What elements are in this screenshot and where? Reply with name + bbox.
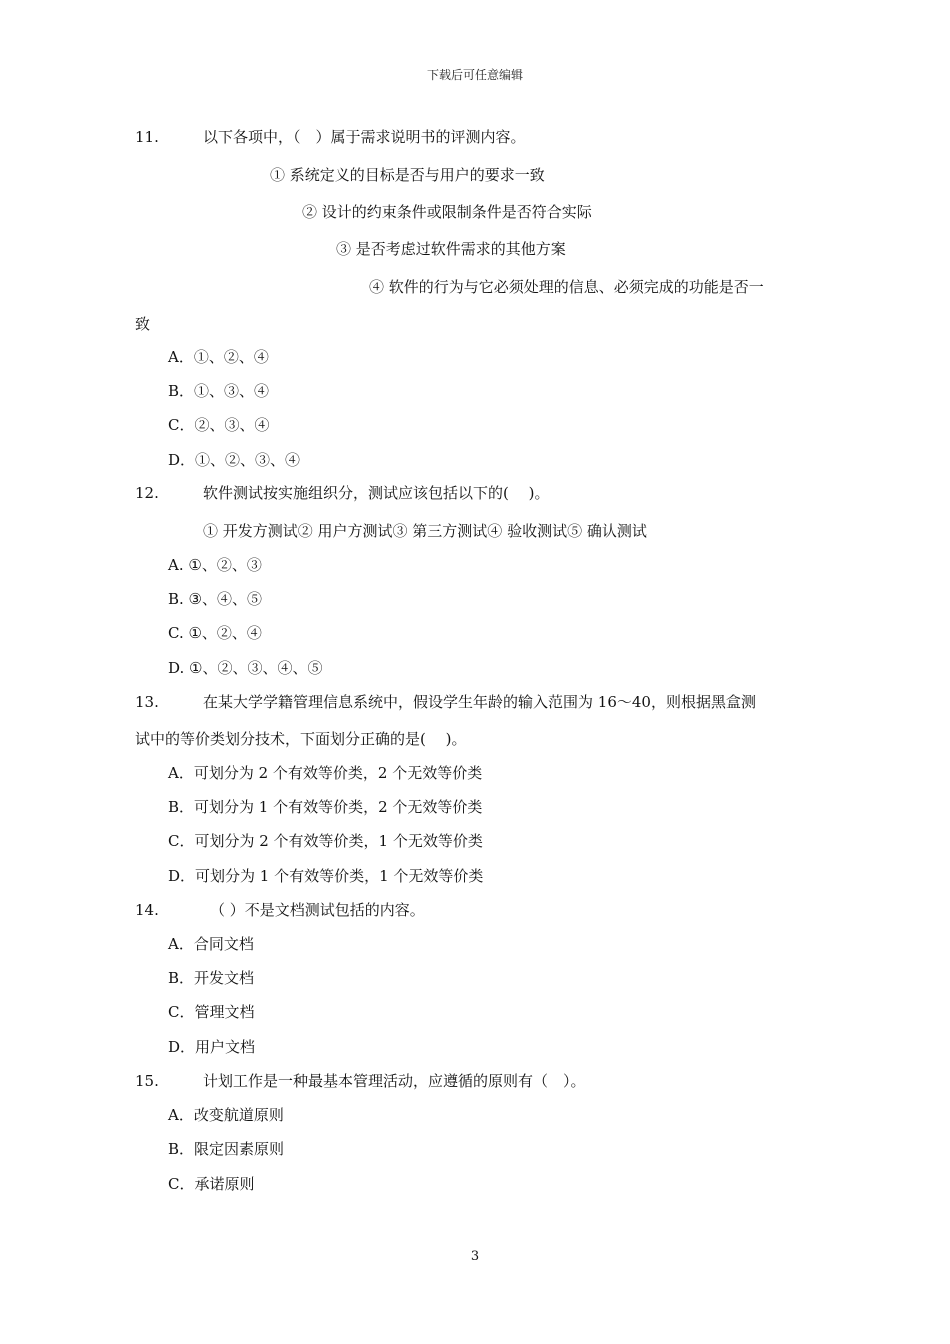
question-stem: 以下各项中，（ ）属于需求说明书的评测内容。 xyxy=(203,128,526,146)
question-number: 14. xyxy=(135,901,159,919)
question-number: 13. xyxy=(135,693,159,711)
question-number: 15. xyxy=(135,1072,159,1090)
question-stem: 软件测试按实施组织分，测试应该包括以下的( )。 xyxy=(203,484,550,502)
option-d: D. ①、②、③、④、⑤ xyxy=(168,659,323,677)
option-b: B．①、③、④ xyxy=(168,382,270,400)
option-b: B．开发文档 xyxy=(168,969,255,987)
question-number: 11. xyxy=(135,128,159,146)
option-d: D．可划分为 1 个有效等价类，1 个无效等价类 xyxy=(168,867,484,885)
question-item-wrap: 致 xyxy=(135,315,151,333)
option-a: A．合同文档 xyxy=(168,935,254,953)
option-a: A. ①、②、③ xyxy=(168,556,262,574)
option-c: C. ①、②、④ xyxy=(168,624,262,642)
option-c: C．管理文档 xyxy=(168,1003,255,1021)
question-stem: 在某大学学籍管理信息系统中，假设学生年龄的输入范围为 16～40，则根据黑盒测 xyxy=(203,693,756,711)
question-item: ① 开发方测试② 用户方测试③ 第三方测试④ 验收测试⑤ 确认测试 xyxy=(203,522,647,540)
option-c: C．可划分为 2 个有效等价类，1 个无效等价类 xyxy=(168,832,483,850)
option-d: D．用户文档 xyxy=(168,1038,256,1056)
option-b: B．限定因素原则 xyxy=(168,1140,285,1158)
option-a: A．可划分为 2 个有效等价类，2 个无效等价类 xyxy=(168,764,483,782)
option-b: B．可划分为 1 个有效等价类，2 个无效等价类 xyxy=(168,798,483,816)
option-a: A．改变航道原则 xyxy=(168,1106,284,1124)
question-item: ③ 是否考虑过软件需求的其他方案 xyxy=(336,240,566,258)
question-item: ② 设计的约束条件或限制条件是否符合实际 xyxy=(302,203,592,221)
question-item: ① 系统定义的目标是否与用户的要求一致 xyxy=(270,166,545,184)
question-stem: 计划工作是一种最基本管理活动，应遵循的原则有（ ）。 xyxy=(203,1072,586,1090)
page-header: 下载后可任意编辑 xyxy=(426,68,523,82)
question-number: 12. xyxy=(135,484,159,502)
option-b: B. ③、④、⑤ xyxy=(168,590,263,608)
question-stem: （ ）不是文档测试包括的内容。 xyxy=(210,901,425,919)
page-number: 3 xyxy=(470,1249,480,1264)
option-a: A．①、②、④ xyxy=(168,348,269,366)
option-c: C．②、③、④ xyxy=(168,416,270,434)
question-item: ④ 软件的行为与它必须处理的信息、必须完成的功能是否一 xyxy=(369,278,764,296)
option-d: D．①、②、③、④ xyxy=(168,451,301,469)
question-stem-wrap: 试中的等价类划分技术，下面划分正确的是( )。 xyxy=(135,730,467,748)
option-c: C．承诺原则 xyxy=(168,1175,255,1193)
